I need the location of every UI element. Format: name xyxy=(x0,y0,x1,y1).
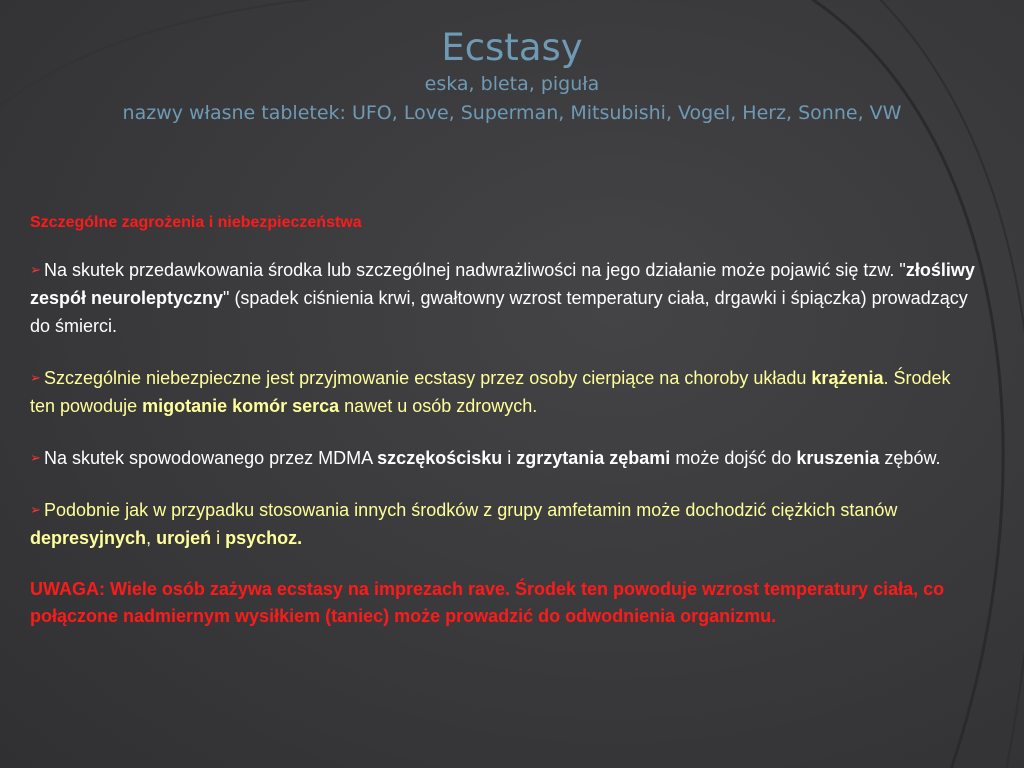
bullet-text: Na skutek spowodowanego przez MDMA xyxy=(44,448,378,468)
arrow-right-bullet-icon: ➢ xyxy=(30,370,41,385)
bullet-emphasis: urojeń xyxy=(156,528,212,548)
bullet-emphasis: depresyjnych xyxy=(30,528,147,548)
bullet-text: " (spadek ciśnienia krwi, gwałtowny wzrost temperatury ciała, drgawki i śpiączka) prowadzący do śmierci. xyxy=(30,288,968,336)
bullet-text: może dojść do xyxy=(670,448,797,468)
bullet-text: i xyxy=(211,528,226,548)
arrow-right-bullet-icon: ➢ xyxy=(30,502,41,517)
slide-content xyxy=(30,210,980,630)
bullet-emphasis: krążenia xyxy=(811,368,884,388)
bullet-emphasis: zgrzytania zębami xyxy=(516,448,671,468)
bullet-point-mental-states xyxy=(30,496,980,552)
bullet-text: Podobnie jak w przypadku stosowania innych środków z grupy amfetamin może dochodzić ciężkich stanów xyxy=(44,500,898,520)
slide-title: Ecstasy xyxy=(441,26,583,69)
bullet-text: Szczególnie niebezpieczne jest przyjmowanie ecstasy przez osoby cierpiące na choroby układu xyxy=(44,368,812,388)
bullet-point-overdose xyxy=(30,256,980,340)
section-heading: Szczególne zagrożenia i niebezpieczeństwa xyxy=(30,214,362,231)
slide-title-block xyxy=(40,26,984,128)
bullet-emphasis: złośliwy zespół neuroleptyczny xyxy=(30,260,975,308)
bullet-emphasis: szczękościsku xyxy=(377,448,503,468)
bullet-text: , xyxy=(146,528,157,548)
bullet-emphasis: migotanie komór serca xyxy=(142,396,340,416)
warning-note: UWAGA: Wiele osób zażywa ecstasy na imprezach rave. Środek ten powoduje wzrost temperatury ciała, co połączone nadmiernym wysiłkiem (taniec) może prowadzić do odwodnienia organizmu. xyxy=(30,579,945,626)
bullet-text: zębów. xyxy=(879,448,941,468)
bullet-emphasis: psychoz. xyxy=(225,528,303,548)
arrow-right-bullet-icon: ➢ xyxy=(30,450,41,465)
bullet-text: i xyxy=(502,448,517,468)
slide-subtitle-street-names: eska, bleta, piguła xyxy=(424,73,600,95)
bullet-emphasis: kruszenia xyxy=(796,448,880,468)
arrow-right-bullet-icon: ➢ xyxy=(30,262,41,277)
bullet-text: . Środek ten powoduje xyxy=(30,368,951,416)
bullet-text: nawet u osób zdrowych. xyxy=(339,396,538,416)
bullet-point-circulation xyxy=(30,364,980,420)
slide-subtitle-tablet-names: nazwy własne tabletek: UFO, Love, Superman, Mitsubishi, Vogel, Herz, Sonne, VW xyxy=(122,102,902,124)
bullet-text: Na skutek przedawkowania środka lub szczególnej nadwrażliwości na jego działanie może pojawić się tzw. " xyxy=(44,260,906,280)
bullet-point-teeth xyxy=(30,444,980,472)
